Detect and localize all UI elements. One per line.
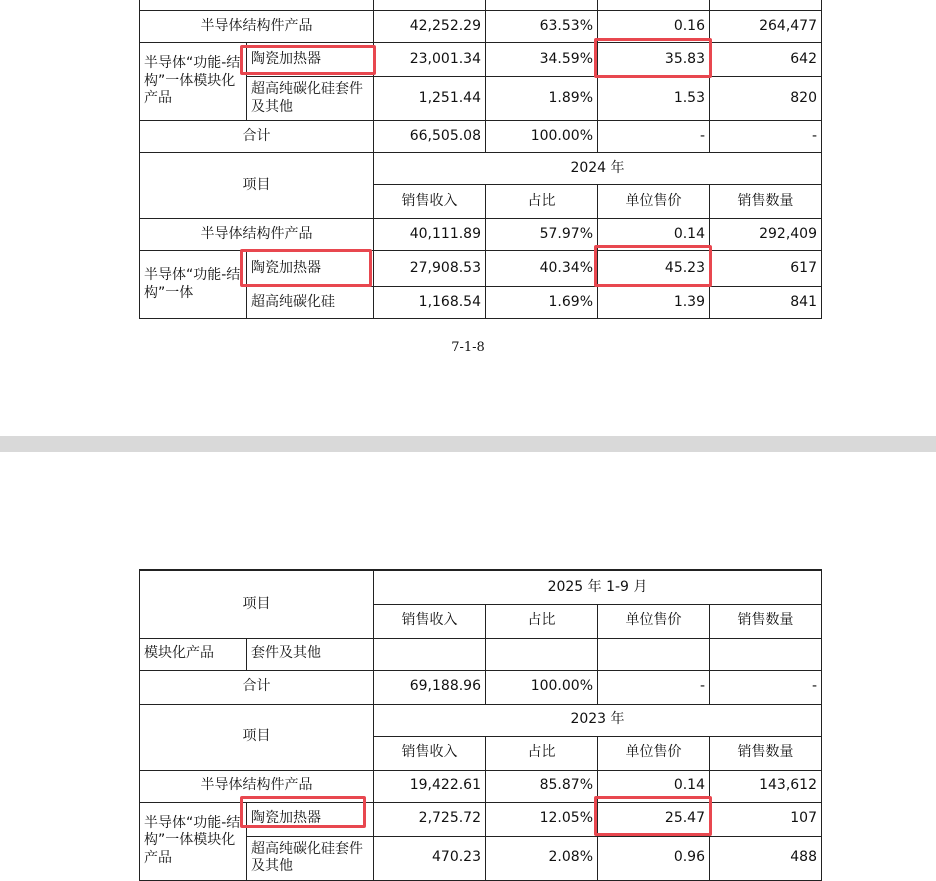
year-header: 2023 年 <box>374 704 822 736</box>
revenue-cell: 1,251.44 <box>374 77 486 121</box>
revenue-cell: 42,252.29 <box>374 11 486 43</box>
col-header-share: 占比 <box>486 736 598 770</box>
revenue-cell: 23,001.34 <box>374 43 486 77</box>
table-row <box>140 11 822 43</box>
total-row <box>140 121 822 153</box>
table-row <box>140 43 822 77</box>
price-cell: - <box>598 121 710 153</box>
continuation-row <box>140 638 822 670</box>
group-label: 半导体“功能-结构”一体 <box>140 251 247 319</box>
revenue-cell: 470.23 <box>374 836 486 880</box>
year-header-row <box>140 704 822 736</box>
sub-item-label: 陶瓷加热器 <box>247 802 374 836</box>
row-label: 半导体结构件产品 <box>140 770 374 802</box>
revenue-cell: 69,188.96 <box>374 670 486 704</box>
price-cell: 1.39 <box>598 287 710 319</box>
share-cell: 85.87% <box>486 770 598 802</box>
sales-table-top <box>139 0 822 319</box>
col-header-price: 单位售价 <box>598 185 710 219</box>
qty-cell: 143,612 <box>710 770 822 802</box>
share-cell: 1.69% <box>486 287 598 319</box>
col-header-qty: 销售数量 <box>710 736 822 770</box>
group-label: 半导体“功能-结构”一体模块化产品 <box>140 802 247 880</box>
page-separator <box>0 436 936 452</box>
year-header-row <box>140 153 822 185</box>
sub-item-label: 陶瓷加热器 <box>247 43 374 77</box>
item-header: 项目 <box>140 704 374 770</box>
share-cell: 1.89% <box>486 77 598 121</box>
qty-cell: 107 <box>710 802 822 836</box>
col-header-share: 占比 <box>486 185 598 219</box>
group-label: 模块化产品 <box>140 638 247 670</box>
price-cell: - <box>598 670 710 704</box>
qty-cell: - <box>710 670 822 704</box>
col-header-price: 单位售价 <box>598 736 710 770</box>
col-header-qty: 销售数量 <box>710 185 822 219</box>
year-header: 2024 年 <box>374 153 822 185</box>
price-cell: 45.23 <box>598 251 710 287</box>
table-row <box>140 770 822 802</box>
item-header: 项目 <box>140 570 374 638</box>
qty-cell: 642 <box>710 43 822 77</box>
price-cell: 0.14 <box>598 219 710 251</box>
col-header-revenue: 销售收入 <box>374 185 486 219</box>
share-cell: 34.59% <box>486 43 598 77</box>
qty-cell: 617 <box>710 251 822 287</box>
total-row <box>140 670 822 704</box>
item-header: 项目 <box>140 153 374 219</box>
sub-item-label: 套件及其他 <box>247 638 374 670</box>
table-row <box>140 251 822 287</box>
revenue-cell: 2,725.72 <box>374 802 486 836</box>
share-cell: 12.05% <box>486 802 598 836</box>
price-cell: 0.96 <box>598 836 710 880</box>
sub-item-label: 超高纯碳化硅套件及其他 <box>247 77 374 121</box>
price-cell: 25.47 <box>598 802 710 836</box>
price-cell: 0.14 <box>598 770 710 802</box>
qty-cell: 820 <box>710 77 822 121</box>
group-label: 半导体“功能-结构”一体模块化产品 <box>140 43 247 121</box>
share-cell: 100.00% <box>486 121 598 153</box>
table-row <box>140 219 822 251</box>
sub-item-label: 超高纯碳化硅套件及其他 <box>247 836 374 880</box>
share-cell: 2.08% <box>486 836 598 880</box>
cutoff-header-row <box>140 0 822 11</box>
price-cell: 35.83 <box>598 43 710 77</box>
page-number: 7-1-8 <box>451 340 485 355</box>
qty-cell: 264,477 <box>710 11 822 43</box>
row-label: 半导体结构件产品 <box>140 11 374 43</box>
qty-cell: 292,409 <box>710 219 822 251</box>
revenue-cell: 1,168.54 <box>374 287 486 319</box>
col-header-share: 占比 <box>486 604 598 638</box>
price-cell: 0.16 <box>598 11 710 43</box>
col-header-revenue: 销售收入 <box>374 736 486 770</box>
share-cell: 57.97% <box>486 219 598 251</box>
year-header: 2025 年 1-9 月 <box>374 570 822 604</box>
share-cell: 40.34% <box>486 251 598 287</box>
col-header-price: 单位售价 <box>598 604 710 638</box>
qty-cell: 841 <box>710 287 822 319</box>
row-label: 半导体结构件产品 <box>140 219 374 251</box>
sub-item-label: 超高纯碳化硅 <box>247 287 374 319</box>
sub-item-label: 陶瓷加热器 <box>247 251 374 287</box>
total-label: 合计 <box>140 121 374 153</box>
col-header-revenue: 销售收入 <box>374 604 486 638</box>
revenue-cell: 19,422.61 <box>374 770 486 802</box>
document-page-top <box>0 0 936 436</box>
year-header-row <box>140 570 822 604</box>
sales-table-bottom <box>139 569 822 881</box>
table-row <box>140 802 822 836</box>
revenue-cell: 66,505.08 <box>374 121 486 153</box>
col-header-qty: 销售数量 <box>710 604 822 638</box>
revenue-cell: 40,111.89 <box>374 219 486 251</box>
qty-cell: - <box>710 121 822 153</box>
share-cell: 63.53% <box>486 11 598 43</box>
price-cell: 1.53 <box>598 77 710 121</box>
share-cell: 100.00% <box>486 670 598 704</box>
total-label: 合计 <box>140 670 374 704</box>
revenue-cell: 27,908.53 <box>374 251 486 287</box>
qty-cell: 488 <box>710 836 822 880</box>
